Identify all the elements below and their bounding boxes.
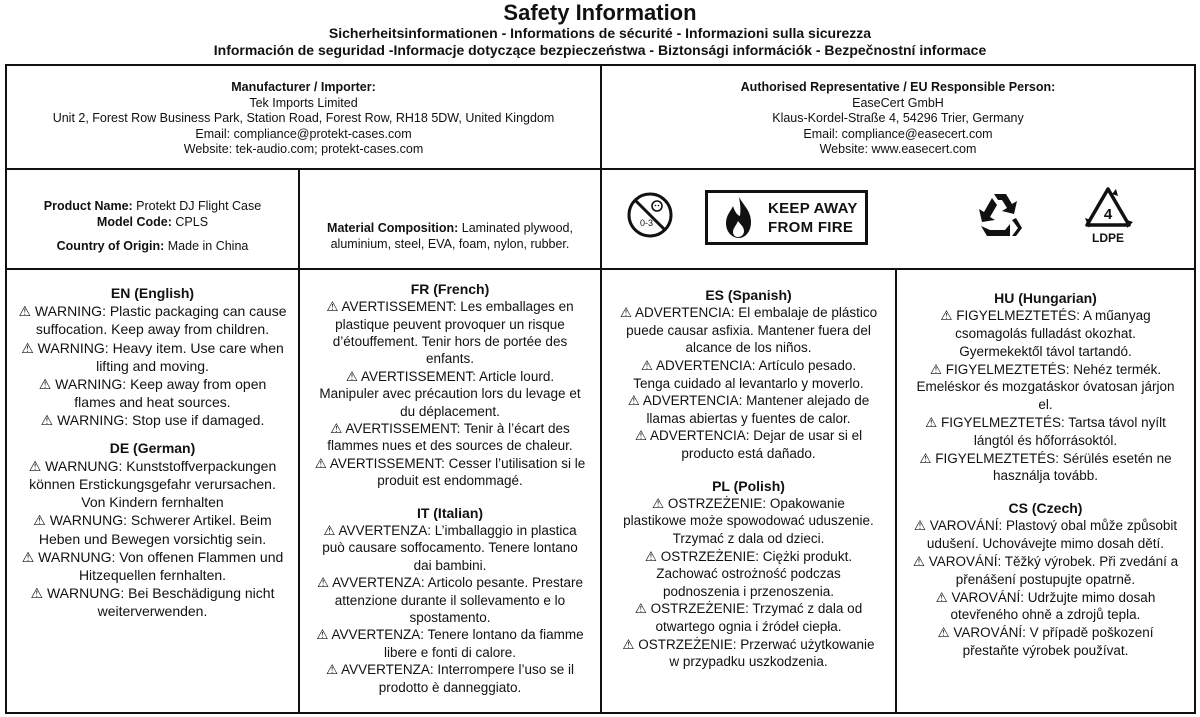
pl-line: otwartego ognia i źródeł ciepła. [655, 618, 842, 634]
en-line: suffocation. Keep away from children. [35, 321, 270, 338]
origin-line [7, 239, 298, 255]
it-line: dai bambini. [413, 557, 487, 573]
fire-text-2: FROM FIRE [768, 219, 854, 236]
de-line: ⚠ WARNUNG: Kunststoffverpackungen [28, 457, 277, 474]
subtitle-line-1: Sicherheitsinformationen - Informations de sécurité - Informazioni sulla sicurezza [328, 25, 872, 41]
it-line: ⚠ AVVERTENZA: Tenere lontano da fiamme [316, 627, 584, 643]
es-line: producto está dañado. [681, 445, 816, 461]
de-line: können Erstickungsgefahr verursachen. [29, 476, 276, 493]
column-hu-cs [897, 289, 1194, 660]
es-line: Tenga cuidado al levantarlo y moverlo. [633, 375, 864, 391]
it-heading: IT (Italian) [416, 504, 484, 521]
de-line: Heben und Bewegen vorsichtig sein. [38, 530, 267, 547]
representative-heading: Authorised Representative / EU Responsible Person: [740, 80, 1056, 94]
fire-text-1: KEEP AWAY [768, 200, 858, 217]
it-line: prodotto è danneggiato. [378, 679, 522, 695]
cs-line: ⚠ VAROVÁNÍ: Těžký výrobek. Při zvedání a [912, 553, 1179, 569]
it-line: può causare soffocamento. Tenere lontano [322, 540, 578, 556]
model-code-label: Model Code: [96, 214, 172, 229]
column-en-de [7, 284, 298, 621]
it-line: spostamento. [409, 609, 491, 625]
es-line: ⚠ ADVERTENCIA: El embalaje de plástico [619, 305, 878, 321]
keep-away-from-fire-icon [705, 190, 868, 245]
pl-heading: PL (Polish) [712, 477, 785, 494]
manufacturer-address: Unit 2, Forest Row Business Park, Station Road, Forest Row, RH18 5DW, United Kingdom [52, 111, 555, 125]
fr-text [300, 298, 600, 489]
de-line: Hitzequellen fernhalten. [78, 567, 227, 584]
website-label: Website: [183, 142, 233, 156]
en-line: ⚠ WARNING: Plastic packaging can cause [18, 303, 287, 320]
en-line: ⚠ WARNING: Stop use if damaged. [40, 412, 265, 429]
age-warning-icon [626, 191, 674, 239]
representative-email: Email: compliance@easecert.com [803, 126, 993, 141]
it-line: ⚠ AVVERTENZA: Articolo pesante. Prestare [317, 575, 583, 591]
fr-line: flammes nues et des sources de chaleur. [327, 438, 573, 454]
column-es-pl [602, 286, 895, 671]
pl-line: plastikowe może spowodować uduszenie. [623, 513, 874, 529]
product-name: Protekt DJ Flight Case [136, 199, 262, 213]
ldpe-recycle-icon [1083, 186, 1133, 248]
de-line: ⚠ WARNUNG: Bei Beschädigung nicht [30, 585, 275, 602]
material-line-1 [300, 221, 600, 237]
cs-line: otevřeného ohně a zdrojů tepla. [950, 607, 1141, 623]
de-text [7, 457, 298, 621]
pl-line: ⚠ OSTRZEŻENIE: Trzymać z dala od [634, 601, 863, 617]
fr-line: d’étouffement. Tenir hors de portée des [332, 334, 568, 350]
es-line: alcance de los niños. [685, 340, 812, 356]
pl-line: ⚠ OSTRZEŻENIE: Ciężki produkt. [644, 548, 853, 564]
pl-line: ⚠ OSTRZEŻENIE: Opakowanie [652, 495, 845, 511]
cs-line: ⚠ VAROVÁNÍ: Udržujte mimo dosah [935, 589, 1156, 605]
de-line: weiterverwenden. [97, 603, 208, 620]
hu-line: el. [1038, 397, 1053, 413]
manufacturer-email: Email: compliance@protekt-cases.com [195, 126, 412, 141]
material-label: Material Composition: [327, 221, 459, 235]
pl-line: w przypadku uszkodzenia. [669, 654, 828, 670]
it-line: ⚠ AVVERTENZA: Interrompere l’uso se il [326, 662, 574, 678]
origin-label: Country of Origin: [56, 239, 165, 253]
manufacturer-website: tek-audio.com; protekt-cases.com [235, 142, 424, 156]
hu-line: lángtól és hőforrásoktól. [973, 432, 1118, 448]
hu-heading: HU (Hungarian) [994, 290, 1097, 306]
age-label: 0-3 [640, 218, 654, 228]
pl-line: podnoszenia i przenoszenia. [662, 583, 835, 599]
hu-line: ⚠ FIGYELMEZTETÉS: Sérülés esetén ne [919, 450, 1172, 466]
es-line: ⚠ ADVERTENCIA: Dejar de usar si el [634, 428, 863, 444]
en-line: ⚠ WARNING: Keep away from open [38, 376, 267, 393]
representative-name: EaseCert GmbH [852, 95, 944, 110]
hu-line: csomagolás fulladást okozhat. [955, 326, 1136, 341]
fr-line: produit est endommagé. [377, 473, 523, 489]
product-block [7, 199, 298, 255]
hu-line: ⚠ FIGYELMEZTETÉS: Nehéz termék. [929, 361, 1162, 377]
hu-text [897, 307, 1194, 485]
model-code-line [7, 215, 298, 231]
cs-line: ⚠ VAROVÁNÍ: Plastový obal může způsobit [913, 518, 1178, 534]
de-line: ⚠ WARNUNG: Schwerer Artikel. Beim [33, 512, 272, 529]
es-text [602, 304, 895, 462]
model-code: CPLS [175, 214, 209, 229]
en-line: lifting and moving. [96, 357, 209, 374]
hu-line: ⚠ FIGYELMEZTETÉS: A műanyag [940, 308, 1151, 324]
hu-line: Emeléskor és mozgatáskor óvatosan járjon [916, 379, 1175, 395]
cs-line: udušení. Uchovávejte mimo dosah dětí. [926, 536, 1165, 552]
manufacturer-website-line [7, 142, 600, 158]
fr-heading: FR (French) [410, 281, 490, 297]
material-block [300, 221, 600, 252]
it-line: libere e fonti di calore. [383, 644, 517, 660]
document-header [0, 0, 1200, 59]
es-line: llamas abiertas y fuentes de calor. [646, 410, 851, 426]
es-line: ⚠ ADVERTENCIA: Artículo pesado. [640, 357, 857, 373]
representative-address: Klaus-Kordel-Straße 4, 54296 Trier, Germany [772, 111, 1024, 125]
it-line: ⚠ AVVERTENZA: L’imballaggio in plastica [323, 522, 577, 538]
hu-line: ⚠ FIGYELMEZTETÉS: Tartsa távol nyílt [925, 414, 1166, 430]
de-line: Von Kindern fernhalten [81, 494, 224, 511]
es-line: ⚠ ADVERTENCIA: Mantener alejado de [627, 393, 870, 409]
en-line: ⚠ WARNING: Heavy item. Use care when [21, 339, 284, 356]
pl-line: ⚠ OSTRZEŻENIE: Przerwać użytkowanie [622, 636, 875, 652]
en-text [7, 302, 298, 429]
es-heading: ES (Spanish) [705, 287, 792, 303]
hu-line: Gyermekektől távol tartandó. [959, 343, 1132, 359]
it-line: attenzione durante il sollevamento e lo [334, 592, 566, 608]
representative-block [602, 80, 1194, 158]
product-name-line [7, 199, 298, 215]
origin: Made in China [167, 239, 249, 253]
fr-line: ⚠ AVERTISSEMENT: Les emballages en [326, 299, 574, 315]
fr-line: ⚠ AVERTISSEMENT: Cesser l’utilisation si le [314, 455, 586, 471]
recycle-label: LDPE [1091, 231, 1124, 245]
recycling-icon [972, 190, 1028, 240]
pl-line: Trzymać z dala od dzieci. [672, 530, 825, 546]
de-line: ⚠ WARNUNG: Von offenen Flammen und [21, 548, 284, 565]
fr-line: enfants. [425, 351, 475, 367]
cs-line: přestaňte výrobek používat. [962, 642, 1129, 658]
column-fr-it [300, 280, 600, 696]
pl-text [602, 495, 895, 671]
material-value-1: Laminated plywood, [461, 221, 573, 235]
pl-line: Zachować ostrożność podczas [656, 566, 841, 582]
manufacturer-block [7, 80, 600, 158]
page-title: Safety Information [503, 0, 697, 25]
recycle-number: 4 [1103, 206, 1113, 223]
representative-website: Website: www.easecert.com [819, 142, 977, 156]
it-text [300, 522, 600, 696]
cs-line: přenášení postupujte opatrně. [955, 571, 1136, 587]
en-heading: EN (English) [110, 285, 195, 301]
fr-line: du déplacement. [400, 403, 500, 419]
material-line-2: aluminium, steel, EVA, foam, nylon, rubber. [330, 236, 570, 251]
subtitle-line-2: Información de seguridad -Informacje dotyczące bezpieczeństwa - Biztonsági információk - Bezpečnostní informace [213, 42, 987, 58]
fr-line: Manipuler avec précaution lors du levage et [319, 386, 581, 402]
cs-heading: CS (Czech) [1008, 500, 1083, 517]
manufacturer-name: Tek Imports Limited [249, 95, 358, 110]
fr-line: plastique peuvent provoquer un risque [335, 316, 565, 332]
fr-line: ⚠ AVERTISSEMENT: Article lourd. [345, 368, 555, 384]
cs-line: ⚠ VAROVÁNÍ: V případě poškození [937, 625, 1154, 641]
manufacturer-heading: Manufacturer / Importer: [231, 80, 376, 94]
de-heading: DE (German) [109, 439, 196, 456]
cs-text [897, 517, 1194, 659]
product-name-label: Product Name: [43, 199, 133, 213]
es-line: puede causar asfixia. Mantener fuera del [626, 322, 871, 338]
fr-line: ⚠ AVERTISSEMENT: Tenir à l’écart des [330, 421, 570, 437]
hu-line: használja tovább. [992, 468, 1099, 484]
en-line: flames and heat sources. [74, 394, 231, 411]
